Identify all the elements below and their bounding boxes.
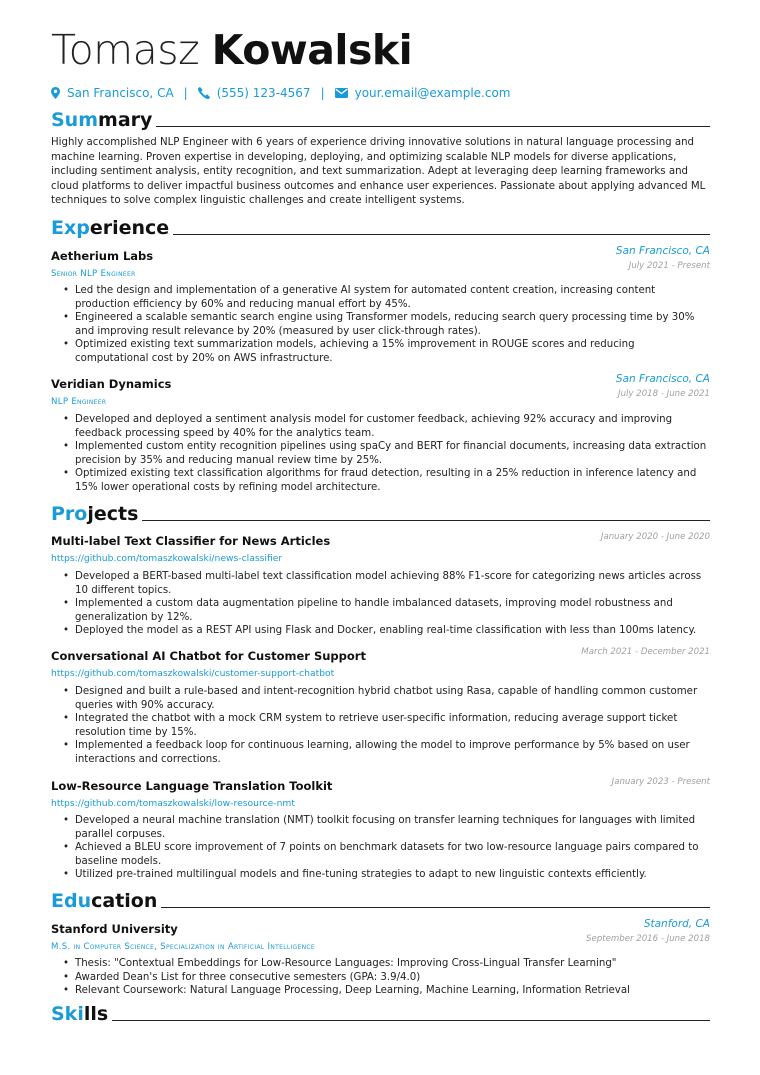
section-heading-education: [51, 888, 710, 912]
project-dates: March 2021 - December 2021: [581, 647, 710, 657]
education-dates: September 2016 - June 2018: [586, 934, 710, 944]
contact-email[interactable]: [335, 86, 511, 100]
heading-highlight: Sum: [51, 109, 99, 131]
project-entry: [51, 645, 710, 679]
section-rule: [156, 126, 710, 127]
section-heading-experience: [51, 215, 710, 239]
list-item: • Developed and deployed a sentiment analysis model for customer feedback, achieving 92% accuracy and improving feedback processing speed by 40% for the analytics team.: [51, 413, 710, 440]
list-item: • Led the design and implementation of a generative AI system for automated content creation, increasing content production efficiency by 60% and reducing manual effort by 45%.: [51, 284, 710, 311]
list-item: • Engineered a scalable semantic search engine using Transformer models, reducing search query processing time by 30% and improving result relevance by 20% (measured by user click-through rates).: [51, 311, 710, 338]
job-dates: July 2018 - June 2021: [618, 389, 710, 399]
summary-text: Highly accomplished NLP Engineer with 6 years of experience driving innovative solutions in natural language processing and machine learning. Proven expertise in developing, deploying, and optimizing scalable NLP models for diverse applications, including sentiment analysis, entity recognition, and text summarization. Adept at leveraging deep learning frameworks and cloud platforms to deliver impactful business outcomes and enhance user experiences. Passionate about applying advanced ML techniques to solve complex linguistic challenges and create intelligent systems.: [51, 137, 706, 206]
section-heading-summary: [51, 107, 710, 131]
section-heading-projects: [51, 501, 710, 525]
phone-icon: [198, 87, 210, 99]
job-title: Senior NLP Engineer: [51, 269, 136, 279]
project-bullets: [51, 814, 710, 882]
list-item: • Developed a BERT-based multi-label text classification model achieving 88% F1-score for categorizing news articles across 10 different topics.: [51, 570, 710, 597]
contact-separator: |: [320, 86, 325, 100]
list-item: • Optimized existing text summarization models, achieving a 15% improvement in ROUGE scores and reducing computational cost by 20% on AWS infrastructure.: [51, 338, 710, 365]
list-item: • Integrated the chatbot with a mock CRM system to retrieve user-specific information, reducing average support ticket resolution time by 15%.: [51, 712, 710, 739]
section-rule: [112, 1020, 710, 1021]
email-link: your.email@example.com: [354, 86, 511, 100]
project-title: Conversational AI Chatbot for Customer Support: [51, 649, 366, 663]
project-title: Multi-label Text Classifier for News Articles: [51, 534, 331, 548]
school-name: Stanford University: [51, 922, 178, 936]
degree: M.S. in Computer Science, Specialization in Artificial Intelligence: [51, 942, 315, 952]
envelope-icon: [335, 88, 348, 98]
project-bullets: [51, 685, 710, 766]
list-item: • Relevant Coursework: Natural Language Processing, Deep Learning, Machine Learning, Information Retrieval: [51, 984, 710, 998]
first-name: Tomasz: [51, 26, 200, 74]
heading-highlight: Exp: [51, 217, 90, 239]
heading-highlight: Pro: [51, 503, 88, 525]
heading-highlight: Ski: [51, 1003, 84, 1025]
heading-rest: erience: [89, 217, 170, 239]
list-item: • Developed a neural machine translation (NMT) toolkit focusing on transfer learning techniques for languages with limited parallel corpuses.: [51, 814, 710, 841]
project-title: Low-Resource Language Translation Toolkit: [51, 779, 333, 793]
experience-entry: [51, 373, 710, 407]
location-text: San Francisco, CA: [67, 86, 174, 100]
project-link[interactable]: https://github.com/tomaszkowalski/news-classifier: [51, 553, 283, 564]
school-location: Stanford, CA: [643, 918, 710, 930]
contact-phone[interactable]: [198, 86, 311, 100]
last-name: Kowalski: [211, 26, 413, 74]
list-item: • Implemented a feedback loop for continuous learning, allowing the model to improve performance by 5% based on user interactions and corrections.: [51, 739, 710, 766]
project-dates: January 2023 - Present: [611, 777, 710, 787]
heading-rest: mary: [98, 109, 153, 131]
section-rule: [142, 520, 710, 521]
project-link[interactable]: https://github.com/tomaszkowalski/low-resource-nmt: [51, 798, 295, 809]
education-entry: [51, 918, 710, 952]
company-name: Aetherium Labs: [51, 249, 154, 263]
heading-highlight: Edu: [51, 890, 92, 912]
experience-entry: [51, 245, 710, 279]
list-item: • Implemented custom entity recognition pipelines using spaCy and BERT for financial documents, increasing data extraction precision by 35% and reducing manual review time by 25%.: [51, 440, 710, 467]
contact-bar: [51, 84, 511, 102]
project-entry: [51, 775, 710, 809]
project-link[interactable]: https://github.com/tomaszkowalski/customer-support-chatbot: [51, 668, 335, 679]
project-bullets: [51, 570, 710, 638]
job-dates: July 2021 - Present: [628, 261, 710, 271]
heading-rest: jects: [87, 503, 139, 525]
list-item: • Utilized pre-trained multilingual models and fine-tuning strategies to adapt to new linguistic contexts efficiently.: [51, 868, 710, 882]
candidate-name: [51, 26, 710, 74]
heading-rest: lls: [83, 1003, 109, 1025]
experience-bullets: [51, 284, 710, 365]
list-item: • Thesis: "Contextual Embeddings for Low-Resource Languages: Improving Cross-Lingual Transfer Learning": [51, 957, 710, 971]
job-location: San Francisco, CA: [615, 245, 710, 257]
heading-rest: cation: [91, 890, 158, 912]
list-item: • Awarded Dean's List for three consecutive semesters (GPA: 3.9/4.0): [51, 971, 710, 985]
list-item: • Deployed the model as a REST API using Flask and Docker, enabling real-time classification with less than 100ms latency.: [51, 624, 710, 638]
project-entry: [51, 530, 710, 564]
list-item: • Achieved a BLEU score improvement of 7 points on benchmark datasets for two low-resource language pairs compared to baseline models.: [51, 841, 710, 868]
list-item: • Designed and built a rule-based and intent-recognition hybrid chatbot using Rasa, capable of handling common customer queries with 90% accuracy.: [51, 685, 710, 712]
job-title: NLP Engineer: [51, 397, 107, 407]
section-rule: [173, 234, 710, 235]
experience-bullets: [51, 413, 710, 494]
list-item: • Implemented a custom data augmentation pipeline to handle imbalanced datasets, improving model robustness and generalization by 12%.: [51, 597, 710, 624]
project-dates: January 2020 - June 2020: [600, 532, 710, 542]
company-name: Veridian Dynamics: [51, 377, 172, 391]
job-location: San Francisco, CA: [615, 373, 710, 385]
section-heading-skills: [51, 1001, 710, 1025]
map-marker-icon: [51, 87, 60, 99]
education-bullets: [51, 957, 710, 998]
section-rule: [161, 907, 710, 908]
contact-separator: |: [183, 86, 188, 100]
contact-location: [51, 86, 174, 100]
list-item: • Optimized existing text classification algorithms for fraud detection, resulting in a 25% reduction in inference latency and 15% lower operational costs by refining model architecture.: [51, 467, 710, 494]
phone-text: (555) 123-4567: [216, 86, 311, 100]
